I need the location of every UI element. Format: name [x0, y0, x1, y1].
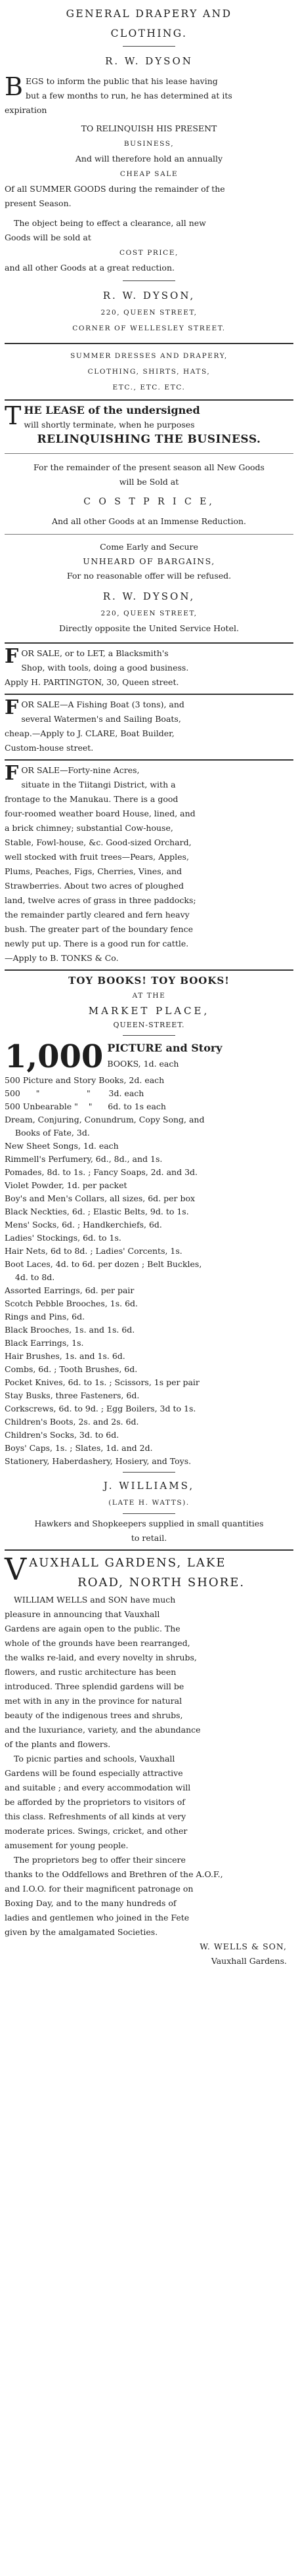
reduction-line: And all other Goods at an Immense Reduction. [51, 516, 247, 526]
divider [123, 46, 175, 47]
market-line: MARKET PLACE, [88, 1005, 210, 1017]
price-item: Mens' Socks, 6d. ; Handkerchiefs, 6d. [5, 1220, 162, 1230]
merchant-name: R. W. DYSON [105, 55, 193, 67]
body-line: To picnic parties and schools, Vauxhall [14, 1754, 175, 1764]
price-item: Stay Busks, three Fasteners, 6d. [5, 1390, 140, 1400]
lease-intro [5, 403, 293, 432]
price-item: Violet Powder, 1d. per packet [5, 1180, 127, 1190]
come-line: Come Early and Secure [100, 542, 198, 552]
ad-line: situate in the Tiitangi District, with a [21, 780, 176, 789]
body-line: The proprietors beg to offer their sincere [14, 1855, 186, 1865]
relinquishing-line: RELINQUISHING THE BUSINESS. [37, 433, 261, 446]
price-item: 500 Picture and Story Books, 2d. each [5, 1075, 165, 1085]
summer-line: present Season. [5, 198, 72, 208]
ad-line: OR SALE—Forty-nine Acres, [21, 765, 140, 775]
body-line: WILLIAM WELLS and SON have much [14, 1595, 176, 1605]
price-item: 500 " " 3d. each [5, 1088, 144, 1098]
object-line: The object being to effect a clearance, all new [14, 218, 206, 228]
vauxhall-gardens-ad [0, 1551, 298, 1968]
price-item: Black Earrings, 1s. [5, 1338, 84, 1348]
body-line: flowers, and rustic architecture has been [5, 1667, 177, 1677]
ad-line: a brick chimney; substantial Cow-house, [5, 823, 173, 833]
business-line: BUSINESS, [123, 140, 175, 148]
signature-line: Vauxhall Gardens. [211, 1956, 287, 1966]
remainder-line: For the remainder of the present season all New Goods [33, 462, 265, 472]
body-line: given by the amalgamated Societies. [5, 1927, 158, 1937]
cheap-sale-line: CHEAP SALE [119, 170, 179, 178]
body-line: the walks re-laid, and every novelty in shrubs, [5, 1653, 197, 1662]
ad-line: OR SALE, or to LET, a Blacksmith's [21, 648, 169, 658]
divider [5, 453, 293, 454]
price-item: Pomades, 8d. to 1s. ; Fancy Soaps, 2d. and 3d. [5, 1167, 198, 1177]
price-item: Black Neckties, 6d. ; Elastic Belts, 9d. to 1s. [5, 1207, 189, 1216]
ad-line: Custom-house street. [5, 743, 94, 753]
cost-price-line: COST PRICE, [119, 249, 179, 257]
body-line: Gardens are again open to the public. The [5, 1624, 181, 1633]
drop-cap: B [5, 72, 23, 101]
ad-line: four-roomed weather board House, lined, and [5, 809, 196, 818]
ad-line: newly put up. There is a good run for cattle. [5, 939, 189, 948]
offer-heading: PICTURE and Story [107, 1042, 223, 1054]
hawkers-line: Hawkers and Shopkeepers supplied in small quantities [34, 1519, 264, 1528]
lease-line: HE LEASE of the undersigned [24, 404, 200, 416]
body-line: and suitable ; and every accommodation will [5, 1783, 191, 1792]
price-item: Hair Nets, 6d to 8d. ; Ladies' Corcents, 1s. [5, 1246, 182, 1256]
drop-cap: T [5, 401, 22, 430]
price-item: Children's Boots, 2s. and 2s. 6d. [5, 1417, 139, 1427]
offer-line: For no reasonable offer will be refused. [66, 571, 232, 581]
vauxhall-body [5, 1593, 293, 1940]
price-item: Stationery, Haberdashery, Hosiery, and Toys. [5, 1456, 192, 1466]
price-item: Boot Laces, 4d. to 6d. per dozen ; Belt Buckles, [5, 1259, 202, 1269]
body-line: of the plants and flowers. [5, 1739, 111, 1749]
late-line: (LATE H. WATTS). [108, 1499, 190, 1507]
blacksmith-ad [0, 644, 298, 690]
ad-line: the remainder partly cleared and fern heavy [5, 910, 190, 920]
hawkers-line: to retail. [131, 1533, 167, 1543]
big-number: 1,000 [5, 1038, 104, 1075]
price-item: Rings and Pins, 6d. [5, 1312, 85, 1321]
bargains-line: UNHEARD OF BARGAINS, [83, 556, 215, 566]
remainder-line: will be Sold at [119, 477, 179, 487]
price-list [5, 1074, 293, 1468]
intro-line: but a few months to run, he has determined at its [25, 91, 232, 100]
price-item: Dream, Conjuring, Conundrum, Copy Song, and [5, 1115, 205, 1124]
price-item: Ladies' Stockings, 6d. to 1s. [5, 1233, 121, 1243]
signature-line: W. WELLS & SON, [200, 1942, 287, 1951]
land-sale-ad [0, 761, 298, 966]
body-line: be afforded by the proprietors to visitors of [5, 1797, 185, 1807]
ad-line: Apply H. PARTINGTON, 30, Queen street. [5, 677, 179, 687]
ad-line: land, twelve acres of grass in three paddocks; [5, 895, 196, 905]
drop-cap: F [5, 762, 19, 785]
price-item: Hair Brushes, 1s. and 1s. 6d. [5, 1351, 125, 1361]
price-item: Boy's and Men's Collars, all sizes, 6d. per box [5, 1193, 196, 1203]
reduction-line: and all other Goods at a great reduction. [5, 263, 175, 273]
vauxhall-heading: AUXHALL GARDENS, LAKE [29, 1556, 226, 1570]
vauxhall-heading: ROAD, NORTH SHORE. [77, 1576, 245, 1589]
ad-subheading: CLOTHING. [110, 28, 188, 39]
divider [123, 1513, 175, 1514]
price-item: Boys' Caps, 1s. ; Slates, 1d. and 2d. [5, 1443, 153, 1453]
corner-line: CORNER OF WELLESLEY STREET. [72, 324, 226, 332]
summer-line: ETC., ETC. ETC. [112, 384, 186, 391]
summer-dresses-ad [0, 344, 298, 395]
ad-line: —Apply to B. TONKS & Co. [5, 953, 119, 963]
lease-ad [0, 401, 298, 636]
drop-cap: F [5, 645, 19, 668]
body-line: introduced. Three splendid gardens will be [5, 1681, 184, 1691]
body-line: met with in any in the province for natural [5, 1696, 182, 1706]
toy-heading: TOY BOOKS! TOY BOOKS! [68, 975, 230, 987]
divider [123, 280, 175, 281]
offer-heading: BOOKS, 1d. each [107, 1059, 179, 1069]
summer-line: SUMMER DRESSES AND DRAPERY, [70, 352, 228, 360]
ad-line: Stable, Fowl-house, &c. Good-sized Orchard, [5, 837, 192, 847]
at-line: AT THE [132, 992, 166, 1000]
cost-price-line: C O S T P R I C E, [83, 497, 215, 507]
fishing-boat-ad [0, 695, 298, 755]
body-line: beauty of the indigenous trees and shrubs, [5, 1710, 183, 1720]
body-line: amusement for young people. [5, 1840, 129, 1850]
divider [5, 534, 293, 535]
intro-paragraph [5, 74, 293, 118]
intro-line: expiration [5, 105, 47, 115]
price-item: Pocket Knives, 6d. to 1s. ; Scissors, 1s per pair [5, 1377, 200, 1387]
price-item: 500 Unbearable " " 6d. to 1s each [5, 1101, 166, 1111]
merchant-name: J. WILLIAMS, [103, 1480, 195, 1492]
drop-cap: V [5, 1551, 27, 1587]
lease-line: will shortly terminate, when he purposes [24, 420, 195, 430]
body-line: and I.O.O. for their magnificent patronage on [5, 1884, 194, 1894]
ad-line: OR SALE—A Fishing Boat (3 tons), and [21, 700, 184, 709]
body-line: ladies and gentlemen who joined in the Fete [5, 1913, 190, 1922]
body-line: pleasure in announcing that Vauxhall [5, 1609, 160, 1619]
body-line: whole of the grounds have been rearranged, [5, 1638, 190, 1648]
price-item: New Sheet Songs, 1d. each [5, 1141, 119, 1151]
address-line: 220, QUEEN STREET, [100, 610, 198, 617]
body-line: thanks to the Oddfellows and Brethren of the A.O.F., [5, 1869, 223, 1879]
price-item: 4d. to 8d. [5, 1272, 55, 1282]
relinquish-line: TO RELINQUISH HIS PRESENT [81, 123, 217, 133]
price-item: Scotch Pebble Brooches, 1s. 6d. [5, 1299, 138, 1308]
price-item: Children's Socks, 3d. to 6d. [5, 1430, 119, 1440]
street-line: QUEEN-STREET. [113, 1021, 185, 1029]
price-item: Books of Fate, 3d. [5, 1128, 90, 1138]
price-item: Assorted Earrings, 6d. per pair [5, 1285, 135, 1295]
summer-line: Of all SUMMER GOODS during the remainder of the [5, 184, 225, 194]
ad-line: frontage to the Manukau. There is a good [5, 794, 179, 804]
ad-line: Shop, with tools, doing a good business. [21, 663, 189, 673]
divider [123, 1035, 175, 1036]
book-offer [5, 1038, 293, 1075]
body-line: this class. Refreshments of all kinds at very [5, 1811, 186, 1821]
price-item: Rimmell's Perfumery, 6d., 8d., and 1s. [5, 1154, 163, 1164]
body-line: and the luxuriance, variety, and the abundance [5, 1725, 201, 1735]
ad-line: well stocked with fruit trees—Pears, Apples, [5, 852, 189, 862]
opposite-line: Directly opposite the United Service Hotel. [59, 623, 239, 633]
ad-line: bush. The greater part of the boundary fence [5, 924, 193, 934]
annual-line: And will therefore hold an annually [75, 154, 223, 164]
summer-line: CLOTHING, SHIRTS, HATS, [87, 368, 211, 376]
price-item: Black Brooches, 1s. and 1s. 6d. [5, 1325, 135, 1335]
ad-line: several Watermen's and Sailing Boats, [21, 714, 181, 724]
body-line: Boxing Day, and to the many hundreds of [5, 1898, 177, 1908]
ad-line: Strawberries. About two acres of ploughed [5, 881, 184, 891]
body-line: moderate prices. Swings, cricket, and other [5, 1826, 188, 1836]
ad-line: cheap.—Apply to J. CLARE, Boat Builder, [5, 728, 175, 738]
drop-cap: F [5, 696, 19, 719]
toy-books-ad [0, 971, 298, 1545]
price-item: Corkscrews, 6d. to 9d. ; Egg Boilers, 3d to 1s. [5, 1404, 196, 1413]
ad-heading: GENERAL DRAPERY AND [66, 8, 232, 20]
body-line: Gardens will be found especially attractive [5, 1768, 183, 1778]
ad-line: Plums, Peaches, Figs, Cherries, Vines, and [5, 866, 182, 876]
merchant-name: R. W. DYSON, [102, 590, 196, 602]
merchant-name: R. W. DYSON, [102, 290, 196, 301]
price-item: Combs, 6d. ; Tooth Brushes, 6d. [5, 1364, 138, 1374]
dyson-drapery-ad [0, 0, 298, 336]
divider [123, 1472, 175, 1473]
object-line: Goods will be sold at [5, 233, 91, 242]
intro-line: EGS to inform the public that his lease having [25, 76, 218, 86]
address-line: 220, QUEEN STREET, [100, 309, 198, 317]
